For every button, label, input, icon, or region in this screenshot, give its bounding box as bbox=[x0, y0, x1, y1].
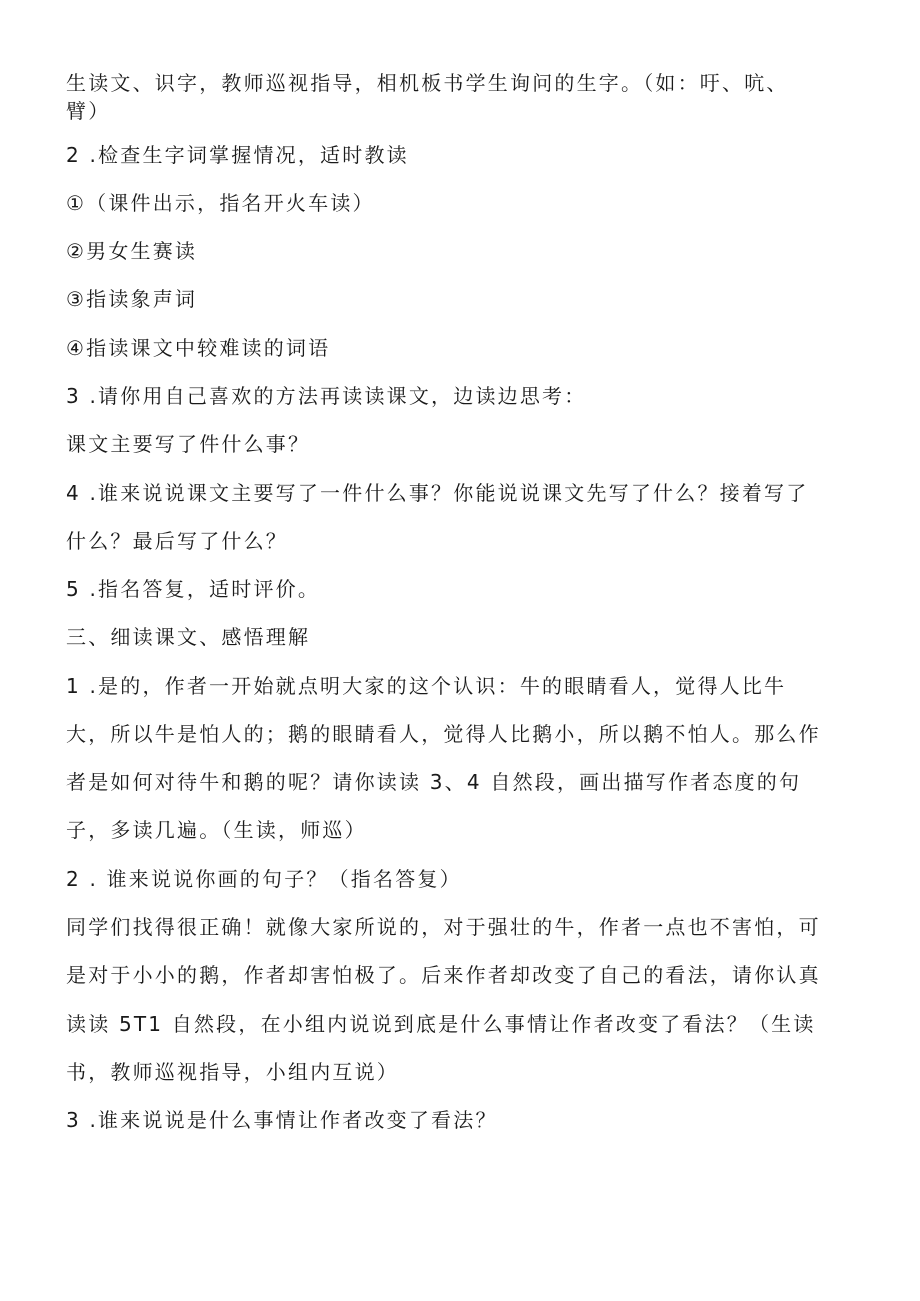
section-heading: 三、细读课文、感悟理解 bbox=[66, 625, 311, 649]
text-line: 同学们找得很正确！就像大家所说的，对于强壮的牛，作者一点也不害怕，可 bbox=[66, 915, 821, 939]
text-line: 生读文、识字，教师巡视指导，相机板书学生询问的生字。（如：吁、吭、 bbox=[66, 71, 789, 95]
text-line: ③指读象声词 bbox=[66, 287, 198, 311]
text-line: 者是如何对待牛和鹅的呢？请你读读 3、4 自然段，画出描写作者态度的句 bbox=[66, 770, 802, 794]
text-line: 3 .谁来说说是什么事情让作者改变了看法？ bbox=[66, 1108, 498, 1132]
text-line: ②男女生赛读 bbox=[66, 239, 198, 263]
text-line: ①（课件出示，指名开火车读） bbox=[66, 191, 375, 215]
text-line: 5 .指名答复，适时评价。 bbox=[66, 577, 321, 601]
text-line: 子，多读几遍。（生读，师巡） bbox=[66, 818, 367, 842]
text-line: 什么？最后写了什么？ bbox=[66, 529, 288, 553]
text-line: 书，教师巡视指导，小组内互说） bbox=[66, 1060, 399, 1084]
text-line: ④指读课文中较难读的词语 bbox=[66, 336, 331, 360]
text-line: 2 . 谁来说说你画的句子？（指名答复） bbox=[66, 867, 462, 891]
text-line: 4 .谁来说说课文主要写了一件什么事？你能说说课文先写了什么？接着写了 bbox=[66, 481, 809, 505]
text-line: 3 .请你用自己喜欢的方法再读读课文，边读边思考： bbox=[66, 384, 587, 408]
text-line: 读读 5T1 自然段，在小组内说说到底是什么事情让作者改变了看法？（生读 bbox=[66, 1012, 816, 1036]
text-line: 1 .是的，作者一开始就点明大家的这个认识：牛的眼睛看人，觉得人比牛 bbox=[66, 674, 787, 698]
text-line: 大，所以牛是怕人的；鹅的眼睛看人，觉得人比鹅小，所以鹅不怕人。那么作 bbox=[66, 722, 821, 746]
text-line: 是对于小小的鹅，作者却害怕极了。后来作者却改变了自己的看法，请你认真 bbox=[66, 963, 821, 987]
text-line: 2 .检查生字词掌握情况，适时教读 bbox=[66, 143, 409, 167]
text-line: 臂） bbox=[66, 99, 111, 123]
text-line: 课文主要写了件什么事？ bbox=[66, 432, 311, 456]
